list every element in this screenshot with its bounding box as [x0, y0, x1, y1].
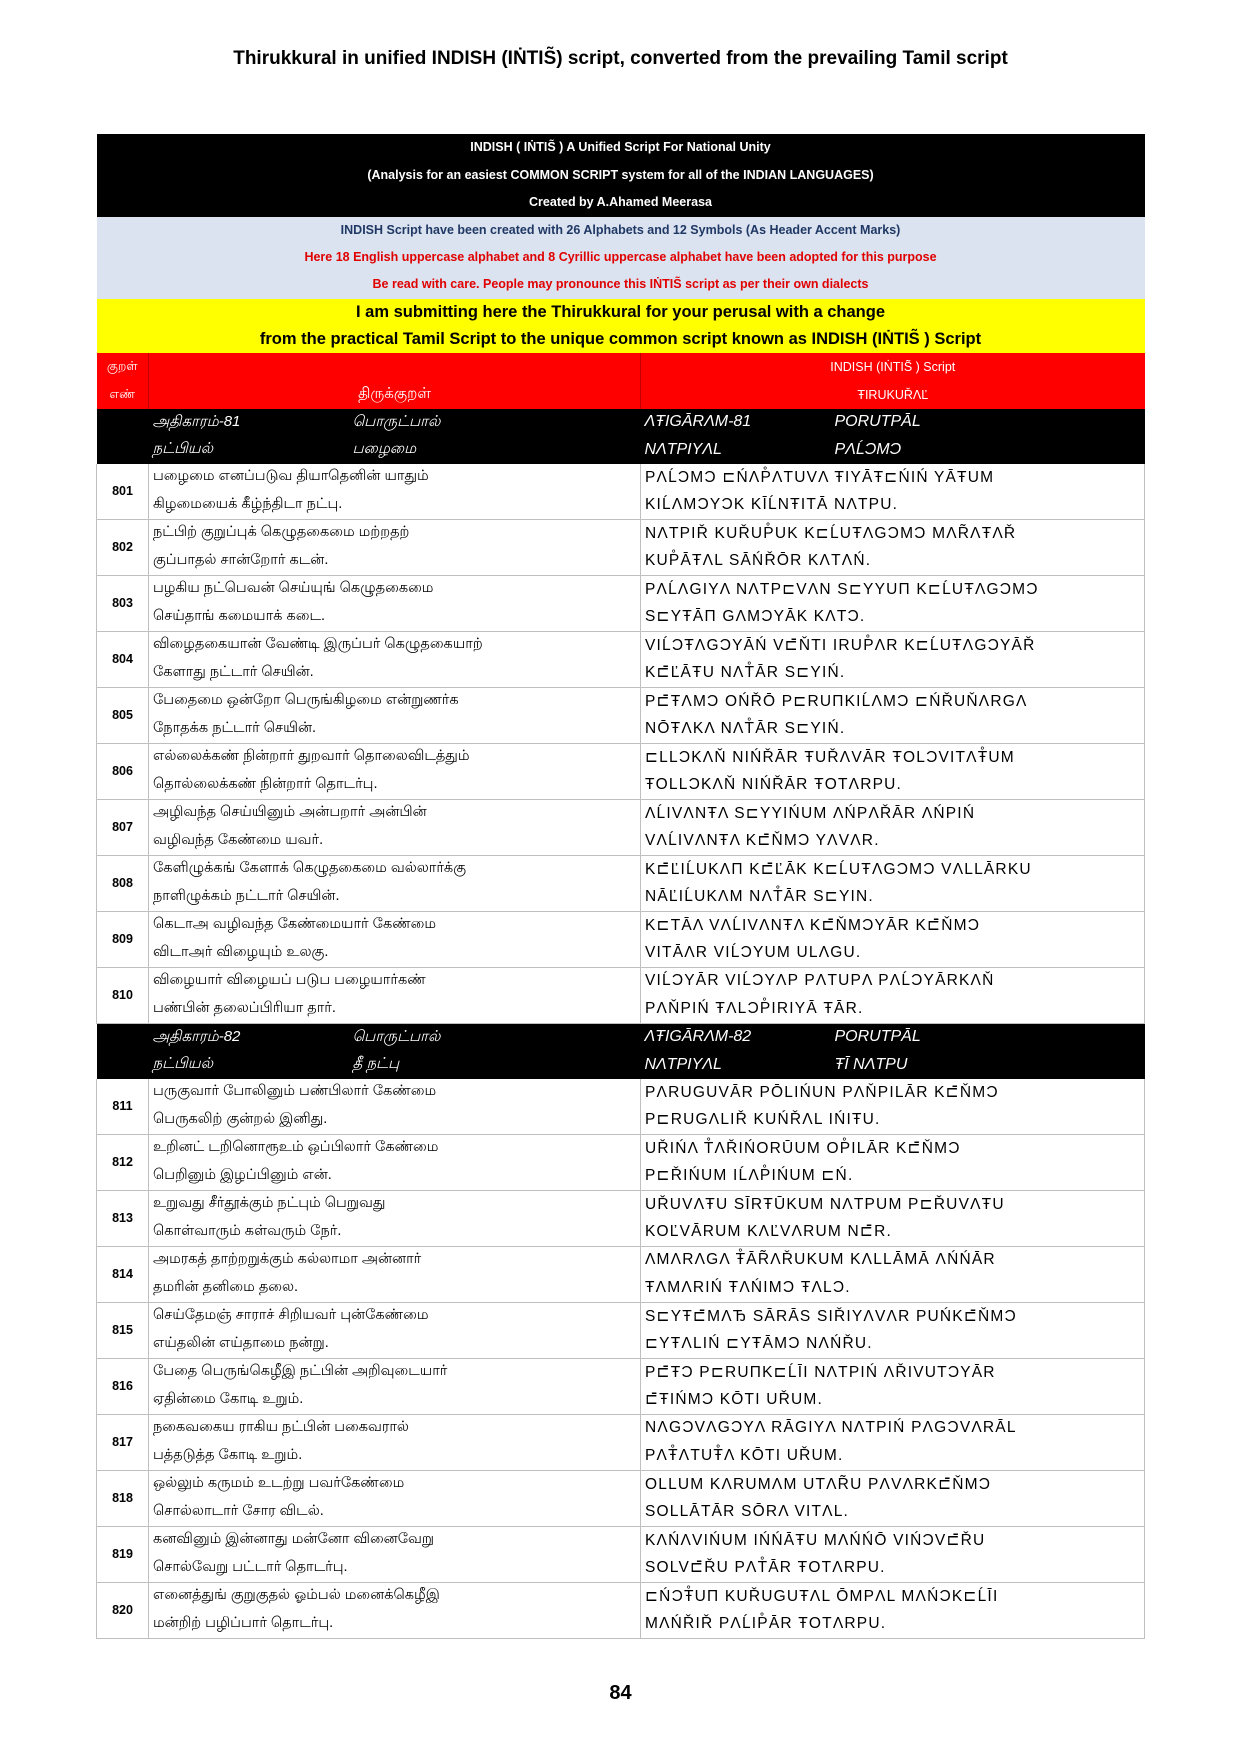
section-indish-value: PΛĹƆMƆ — [834, 440, 902, 458]
kural-row — [97, 883, 1145, 911]
kural-row — [97, 911, 1145, 939]
kural-row — [97, 687, 1145, 715]
kural-row — [97, 1554, 1145, 1582]
kural-indish-line: P⊏̄ŦΛMƆ OŃŘŌ P⊏RUПKIĹΛMƆ ⊏ŃŘUŇΛRGΛ — [641, 687, 1145, 715]
header-num-line-2: எண் — [97, 381, 149, 409]
kural-row — [97, 1162, 1145, 1190]
kural-indish-line: OLLUM KΛRUMΛM UTΛR̃U PΛVΛRK⊏̄ŇMƆ — [641, 1470, 1145, 1498]
kural-tamil-line: எல்லைக்கண் நின்றார் துறவார் தொலைவிடத்தும் — [149, 743, 641, 771]
kural-row — [97, 1442, 1145, 1470]
kural-indish-line: ΛĹIVΛNŦΛ S⊏YYIŃUM ΛŃPΛŘĀR ΛŃPIŃ — [641, 799, 1145, 827]
header-tamil: திருக்குறள் — [149, 381, 641, 409]
kural-tamil-line: கெடாஅ வழிவந்த கேண்மையார் கேண்மை — [149, 911, 641, 939]
kural-indish-line: KUP̊ĀŦΛL SĀŃŘŌR KΛTΛŃ. — [641, 547, 1145, 575]
kural-row — [97, 1218, 1145, 1246]
kural-table — [96, 134, 1145, 1639]
kural-number: 814 — [97, 1246, 149, 1302]
kural-row — [97, 1582, 1145, 1610]
kural-indish-line: K⊏TĀΛ VΛĹIVΛNŦΛ K⊏̄ŇMƆYĀR K⊏̄ŇMƆ — [641, 911, 1145, 939]
kural-row — [97, 1470, 1145, 1498]
kural-number: 810 — [97, 967, 149, 1023]
kural-indish-line: KOĽVĀRUM KΛĽVΛRUM N⊏̄R. — [641, 1218, 1145, 1246]
kural-number: 808 — [97, 855, 149, 911]
submit-line-2: from the practical Tamil Script to the unique common script known as INDISH (IṄTIS̃ ) Script — [97, 326, 1145, 353]
kural-tamil-line: பழகிய நட்பெவன் செய்யுங் கெழுதகைமை — [149, 575, 641, 603]
kural-indish-line: KIĹΛMƆYƆK KĪĹNŦITĀ NΛTPU. — [641, 491, 1145, 519]
section-header-row — [97, 436, 1145, 464]
kural-tamil-line: குப்பாதல் சான்றோர் கடன். — [149, 547, 641, 575]
banner-line-1: INDISH ( IṄTIS̃ ) A Unified Script For National Unity — [97, 134, 1145, 162]
kural-indish-line: ŦΛMΛRIŃ ŦΛŃIMƆ ŦΛLƆ. — [641, 1274, 1145, 1302]
kural-tamil-line: மன்றிற் பழிப்பார் தொடர்பு. — [149, 1610, 641, 1638]
kural-indish-line: PΛŇPIŃ ŦΛLƆP̊IRIYĀ ŦĀR. — [641, 995, 1145, 1023]
kural-tamil-line: பழைமை எனப்படுவ தியாதெனின் யாதும் — [149, 464, 641, 492]
kural-number: 818 — [97, 1470, 149, 1526]
header-num-line-1: குறள் — [97, 353, 149, 381]
kural-row — [97, 939, 1145, 967]
kural-number: 804 — [97, 631, 149, 687]
kural-tamil-line: எனைத்துங் குறுகுதல் ஓம்பல் மனைக்கெழீஇ — [149, 1582, 641, 1610]
kural-indish-line: NĀĽIĹUKΛM NΛT̊ĀR S⊏YIN. — [641, 883, 1145, 911]
section-indish-label: ΛŦIGĀRΛM-81 — [644, 413, 752, 431]
kural-tamil-line: பெறினும் இழப்பினும் என். — [149, 1162, 641, 1190]
kural-row — [97, 1330, 1145, 1358]
section-tamil-label: அதிகாரம்-81 — [152, 412, 241, 430]
kural-tamil-line: கிழமையைக் கீழ்ந்திடா நட்பு. — [149, 491, 641, 519]
kural-indish-line: P⊏̄ŦƆ P⊏RUПK⊏ĹĪI NΛTPIŃ ΛŘIVUTƆYĀR — [641, 1358, 1145, 1386]
kural-indish-line: NΛTPIŘ KUŘUP̊UK K⊏ĹUŦΛGƆMƆ MΛR̃ΛŦΛŘ — [641, 519, 1145, 547]
kural-indish-line: VIĹƆŦΛGƆYĀŃ V⊏̄ŇTI IRUP̊ΛR K⊏ĹUŦΛGƆYĀŘ — [641, 631, 1145, 659]
section-indish-label: NΛTPIYΛL — [644, 440, 722, 458]
kural-indish-line: ΛMΛRΛGΛ Ŧ̊ĀR̃ΛŘUKUM KΛLLĀMĀ ΛŃŃĀR — [641, 1246, 1145, 1274]
kural-tamil-line: தமரின் தனிமை தலை. — [149, 1274, 641, 1302]
kural-indish-line: PΛŦ̊ΛTUŦ̊Λ KŌTI UŘUM. — [641, 1442, 1145, 1470]
kural-row — [97, 1079, 1145, 1107]
section-tamil-value: தீ நட்பு — [352, 1055, 400, 1073]
kural-row — [97, 715, 1145, 743]
kural-indish-line: K⊏̄ĽĀŦU NΛT̊ĀR S⊏YIŃ. — [641, 659, 1145, 687]
kural-row — [97, 827, 1145, 855]
kural-indish-line: VIĹƆYĀR VIĹƆYΛP PΛTUPΛ PΛĹƆYĀRKΛŇ — [641, 967, 1145, 995]
kural-indish-line: ⊏LLƆKΛŇ NIŃŘĀR ŦUŘΛVĀR ŦOLƆVITΛŦ̊UM — [641, 743, 1145, 771]
kural-indish-line: ⊏ŃƆŦ̊UП KUŘUGUŦΛL ŌMPΛL MΛŃƆK⊏ĹĪI — [641, 1582, 1145, 1610]
kural-tamil-line: வழிவந்த கேண்மை யவர். — [149, 827, 641, 855]
section-tamil-label: நட்பியல் — [152, 1055, 214, 1073]
kural-row — [97, 1246, 1145, 1274]
info-line-1: INDISH Script have been created with 26 Alphabets and 12 Symbols (As Header Accent Marks) — [97, 217, 1145, 244]
kural-indish-line: SOLLĀTĀR SŌRΛ VITΛL. — [641, 1498, 1145, 1526]
kural-tamil-line: பெருகலிற் குன்றல் இனிது. — [149, 1106, 641, 1134]
kural-row — [97, 1610, 1145, 1638]
section-tamil-value: பொருட்பால் — [352, 1027, 441, 1045]
kural-tamil-line: பருகுவார் போலினும் பண்பிலார் கேண்மை — [149, 1079, 641, 1107]
kural-indish-line: VITĀΛR VIĹƆYUM ULΛGU. — [641, 939, 1145, 967]
kural-row — [97, 631, 1145, 659]
kural-tamil-line: பண்பின் தலைப்பிரியா தார். — [149, 995, 641, 1023]
kural-row — [97, 1414, 1145, 1442]
kural-indish-line: S⊏YŦĀП GΛMƆYĀK KΛTƆ. — [641, 603, 1145, 631]
section-tamil-label: அதிகாரம்-82 — [152, 1027, 241, 1045]
kural-tamil-line: அழிவந்த செய்யினும் அன்பறார் அன்பின் — [149, 799, 641, 827]
kural-tamil-line: விழைதகையான் வேண்டி இருப்பர் கெழுதகையாற் — [149, 631, 641, 659]
page-title: Thirukkural in unified INDISH (IṄTIS̃) script, converted from the prevailing Tamil script — [233, 48, 1008, 69]
kural-number: 820 — [97, 1582, 149, 1638]
kural-indish-line: NΛGƆVΛGƆYΛ RĀGIYΛ NΛTPIŃ PΛGƆVΛRĀL — [641, 1414, 1145, 1442]
kural-number: 806 — [97, 743, 149, 799]
kural-row — [97, 464, 1145, 492]
kural-row — [97, 575, 1145, 603]
kural-indish-line: K⊏̄ĽIĹUKΛП K⊏̄ĽĀK K⊏ĹUŦΛGƆMƆ VΛLLĀRKU — [641, 855, 1145, 883]
kural-tamil-line: ஒல்லும் கருமம் உடற்று பவர்கேண்மை — [149, 1470, 641, 1498]
kural-tamil-line: சொல்லாடார் சோர விடல். — [149, 1498, 641, 1526]
section-indish-label: ΛŦIGĀRΛM-82 — [644, 1028, 752, 1046]
kural-number: 805 — [97, 687, 149, 743]
kural-number: 801 — [97, 464, 149, 520]
info-line-2: Here 18 English uppercase alphabet and 8 Cyrillic uppercase alphabet have been adopted for this purpose — [97, 244, 1145, 271]
kural-tamil-line: அமரகத் தாற்றறுக்கும் கல்லாமா அன்னார் — [149, 1246, 641, 1274]
kural-indish-line: UŘUVΛŦU SĪRŦŪKUM NΛTPUM P⊏ŘUVΛŦU — [641, 1190, 1145, 1218]
kural-tamil-line: தொல்லைக்கண் நின்றார் தொடர்பு. — [149, 771, 641, 799]
kural-row — [97, 1302, 1145, 1330]
kural-number: 813 — [97, 1190, 149, 1246]
kural-indish-line: ⊏̄ŦIŃMƆ KŌTI UŘUM. — [641, 1386, 1145, 1414]
kural-row — [97, 995, 1145, 1023]
kural-indish-line: S⊏YŦ⊏̄MΛЂ SĀRĀS SIŘIYΛVΛR PUŃK⊏̄ŇMƆ — [641, 1302, 1145, 1330]
section-header-row — [97, 1023, 1145, 1051]
kural-number: 812 — [97, 1134, 149, 1190]
kural-tamil-line: நகைவகைய ராகிய நட்பின் பகைவரால் — [149, 1414, 641, 1442]
banner-line-2: (Analysis for an easiest COMMON SCRIPT system for all of the INDIAN LANGUAGES) — [97, 162, 1145, 190]
kural-row — [97, 1386, 1145, 1414]
kural-tamil-line: கொள்வாரும் கள்வரும் நேர். — [149, 1218, 641, 1246]
kural-tamil-line: பேதை பெருங்கெழீஇ நட்பின் அறிவுடையார் — [149, 1358, 641, 1386]
section-tamil-value: பொருட்பால் — [352, 412, 441, 430]
kural-row — [97, 659, 1145, 687]
kural-indish-line: MΛŃŘIŘ PΛĹIP̊ĀR ŦOTΛRPU. — [641, 1610, 1145, 1638]
kural-number: 803 — [97, 575, 149, 631]
kural-tamil-line: நட்பிற் குறுப்புக் கெழுதகைமை மற்றதற் — [149, 519, 641, 547]
kural-indish-line: PΛĹƆMƆ ⊏ŃΛP̊ΛTUVΛ ŦIYĀŦ⊏ŃIŃ YĀŦUM — [641, 464, 1145, 492]
kural-row — [97, 1274, 1145, 1302]
kural-indish-line: PΛRUGUVĀR PŌLIŃUN PΛŇPILĀR K⊏̄ŇMƆ — [641, 1079, 1145, 1107]
kural-tamil-line: எய்தலின் எய்தாமை நன்று. — [149, 1330, 641, 1358]
kural-tamil-line: கேளிழுக்கங் கேளாக் கெழுதகைமை வல்லார்க்கு — [149, 855, 641, 883]
kural-indish-line: VΛĹIVΛNŦΛ K⊏̄ŇMƆ YΛVΛR. — [641, 827, 1145, 855]
section-indish-value: PORUTPĀL — [834, 1028, 921, 1046]
submit-line-1: I am submitting here the Thirukkural for your perusal with a change — [97, 299, 1145, 326]
kural-tamil-line: உறினட் டறினொரூஉம் ஒப்பிலார் கேண்மை — [149, 1134, 641, 1162]
kural-row — [97, 1358, 1145, 1386]
kural-indish-line: KΛŃΛVIŃUM IŃŃĀŦU MΛŃŃŌ VIŃƆV⊏̄ŘU — [641, 1526, 1145, 1554]
section-header-row — [97, 409, 1145, 437]
kural-row — [97, 855, 1145, 883]
section-indish-value: PORUTPĀL — [834, 413, 921, 431]
kural-row — [97, 491, 1145, 519]
kural-number: 802 — [97, 519, 149, 575]
kural-number: 817 — [97, 1414, 149, 1470]
kural-row — [97, 1106, 1145, 1134]
kural-tamil-line: செய்தாங் கமையாக் கடை. — [149, 603, 641, 631]
kural-indish-line: NŌŦΛKΛ NΛT̊ĀR S⊏YIŃ. — [641, 715, 1145, 743]
kural-row — [97, 771, 1145, 799]
kural-row — [97, 967, 1145, 995]
kural-tamil-line: பேதைமை ஒன்றோ பெருங்கிழமை என்றுணர்க — [149, 687, 641, 715]
kural-tamil-line: சொல்வேறு பட்டார் தொடர்பு. — [149, 1554, 641, 1582]
header-indish-line-1: INDISH (IṄTIS̃ ) Script — [641, 353, 1145, 381]
kural-number: 807 — [97, 799, 149, 855]
kural-number: 809 — [97, 911, 149, 967]
kural-tamil-line: பத்தடுத்த கோடி உறும். — [149, 1442, 641, 1470]
kural-number: 811 — [97, 1079, 149, 1135]
kural-row — [97, 1526, 1145, 1554]
section-header-row — [97, 1051, 1145, 1079]
kural-indish-line: P⊏RUGΛLIŘ KUŃŘΛL IŃIŦU. — [641, 1106, 1145, 1134]
kural-row — [97, 799, 1145, 827]
kural-tamil-line: கேளாது நட்டார் செயின். — [149, 659, 641, 687]
kural-tamil-line: கனவினும் இன்னாது மன்னோ வினைவேறு — [149, 1526, 641, 1554]
kural-row — [97, 1498, 1145, 1526]
kural-indish-line: PΛĹΛGIYΛ NΛTP⊏VΛN S⊏YYUП K⊏ĹUŦΛGƆMƆ — [641, 575, 1145, 603]
kural-tamil-line: விடாஅர் விழையும் உலகு. — [149, 939, 641, 967]
section-indish-value: ŦĪ NΛTPU — [834, 1055, 908, 1073]
header-indish-line-2: ŦIRUKUŘΛĽ — [641, 381, 1145, 409]
kural-indish-line: P⊏ŘIŃUM IĹΛP̊IŃUM ⊏Ń. — [641, 1162, 1145, 1190]
kural-number: 815 — [97, 1302, 149, 1358]
section-indish-label: NΛTPIYΛL — [644, 1055, 722, 1073]
info-line-3: Be read with care. People may pronounce this IṄTIS̃ script as per their own dialects — [97, 271, 1145, 298]
kural-row — [97, 1190, 1145, 1218]
kural-tamil-line: நோதக்க நட்டார் செயின். — [149, 715, 641, 743]
kural-row — [97, 743, 1145, 771]
kural-indish-line: UŘIŃΛ T̊ΛŘIŃORŪUM OP̊ILĀR K⊏̄ŇMƆ — [641, 1134, 1145, 1162]
kural-tamil-line: ஏதின்மை கோடி உறும். — [149, 1386, 641, 1414]
kural-number: 819 — [97, 1526, 149, 1582]
kural-tamil-line: செய்தேமஞ் சாராச் சிறியவர் புன்கேண்மை — [149, 1302, 641, 1330]
section-tamil-value: பழைமை — [352, 440, 417, 458]
kural-indish-line: ŦOLLƆKΛŇ NIŃŘĀR ŦOTΛRPU. — [641, 771, 1145, 799]
banner-line-3: Created by A.Ahamed Meerasa — [97, 189, 1145, 217]
kural-row — [97, 519, 1145, 547]
kural-indish-line: ⊏YŦΛLIŃ ⊏YŦĀMƆ NΛŃŘU. — [641, 1330, 1145, 1358]
kural-tamil-line: நாளிழுக்கம் நட்டார் செயின். — [149, 883, 641, 911]
kural-number: 816 — [97, 1358, 149, 1414]
kural-tamil-line: உறுவது சீர்தூக்கும் நட்பும் பெறுவது — [149, 1190, 641, 1218]
kural-row — [97, 547, 1145, 575]
kural-indish-line: SOLV⊏̄ŘU PΛT̊ĀR ŦOTΛRPU. — [641, 1554, 1145, 1582]
kural-row — [97, 603, 1145, 631]
page-number: 84 — [609, 1682, 632, 1704]
section-tamil-label: நட்பியல் — [152, 440, 214, 458]
kural-tamil-line: விழையார் விழையப் படுப பழையார்கண் — [149, 967, 641, 995]
kural-row — [97, 1134, 1145, 1162]
